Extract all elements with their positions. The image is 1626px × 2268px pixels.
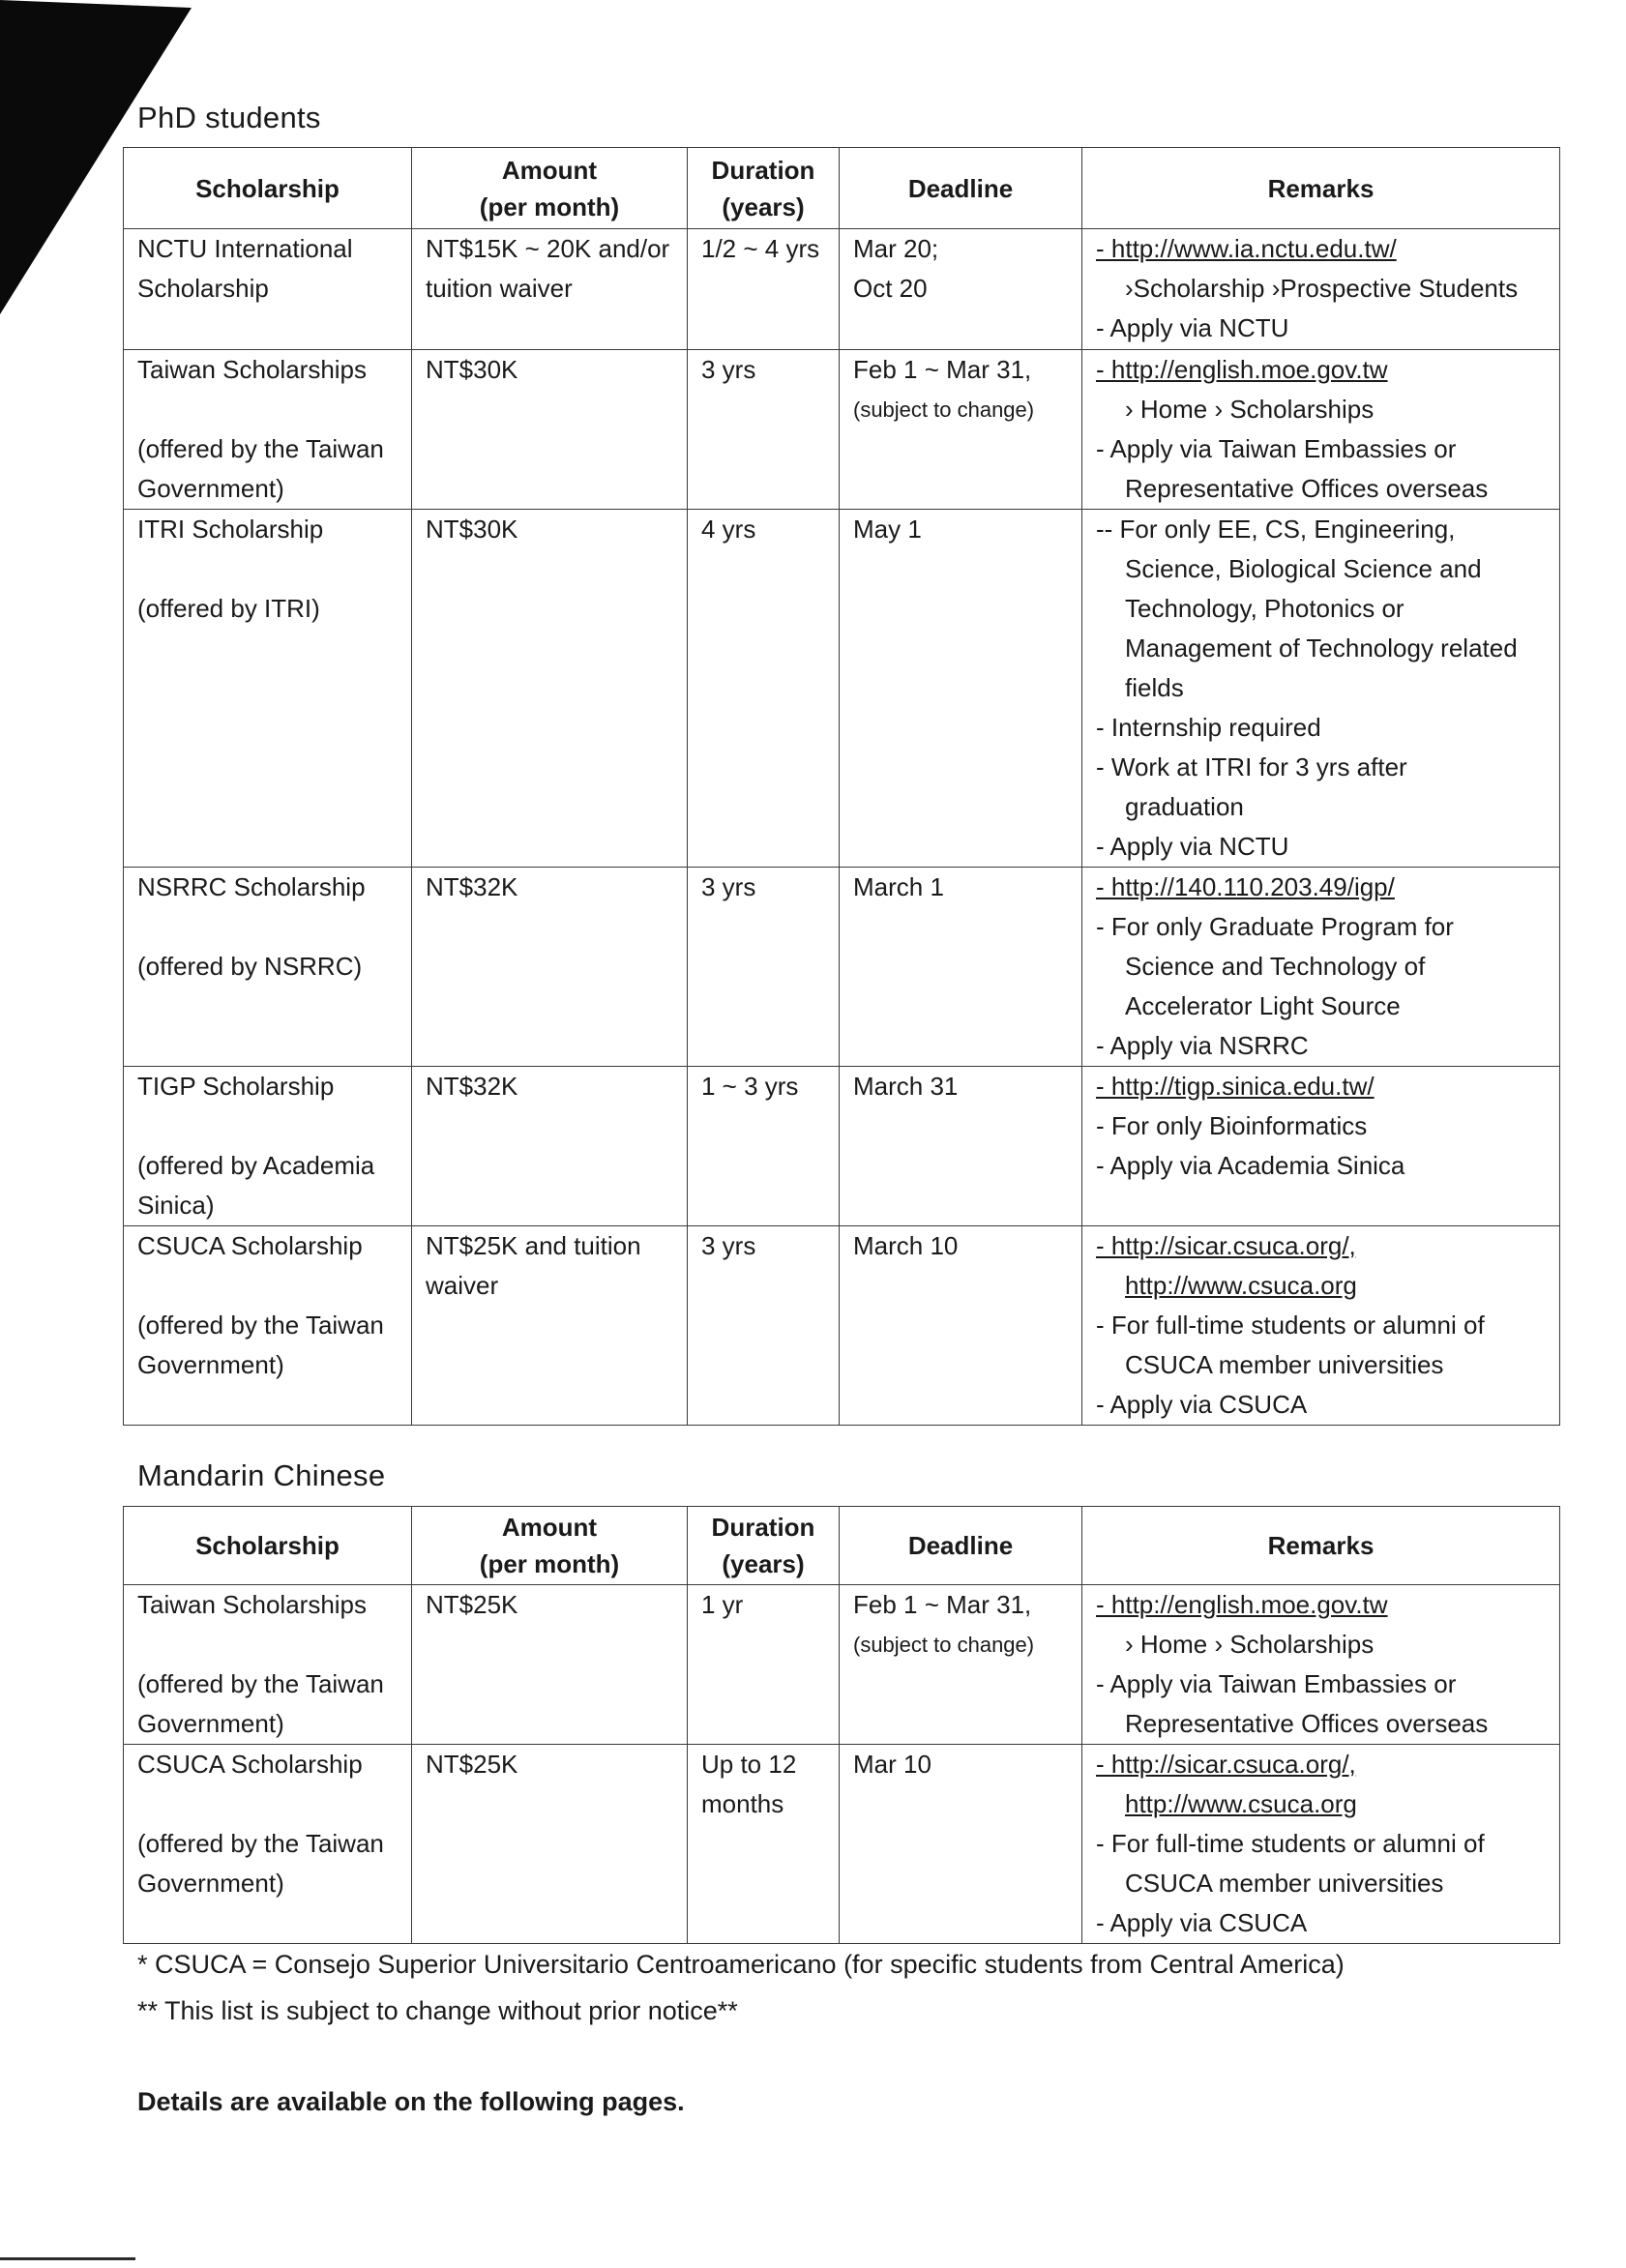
- table-row: [124, 510, 1560, 868]
- header-deadline-text: Deadline: [907, 1531, 1014, 1560]
- scholarship-offered-by: Sinica): [137, 1191, 215, 1220]
- remarks-cell: [1082, 510, 1560, 868]
- header-deadline: [840, 1507, 1082, 1585]
- remark-line: graduation: [1125, 792, 1244, 821]
- table-row: [124, 1067, 1560, 1226]
- remarks-cell: [1082, 229, 1560, 350]
- details-note: Details are available on the following pages.: [137, 2087, 685, 2116]
- header-duration: [688, 1507, 840, 1585]
- phd-scholarship-table: [123, 147, 1560, 1426]
- scholarship-name: Taiwan Scholarships: [137, 1590, 368, 1619]
- remark-line: - Work at ITRI for 3 yrs after: [1096, 752, 1407, 781]
- table-row: [124, 1745, 1560, 1944]
- header-remarks-text: Remarks: [1267, 173, 1375, 203]
- table-row: [124, 350, 1560, 510]
- header-row: [124, 1507, 1560, 1585]
- amount-text: NT$25K: [426, 1590, 518, 1619]
- remark-link: - http://140.110.203.49/igp/: [1096, 872, 1395, 901]
- header-deadline-text: Deadline: [907, 173, 1014, 203]
- deadline-cell: [840, 1745, 1082, 1944]
- deadline-cell: [840, 350, 1082, 510]
- duration-text: 1 yr: [701, 1590, 744, 1619]
- header-amount-line: (per month): [479, 1549, 620, 1578]
- header-row: [124, 148, 1560, 229]
- deadline-text: Mar 10: [853, 1750, 931, 1779]
- remark-line: Representative Offices overseas: [1125, 1709, 1489, 1738]
- scholarship-cell: [124, 350, 412, 510]
- deadline-note: (subject to change): [853, 1633, 1035, 1657]
- deadline-text: May 1: [853, 515, 922, 544]
- remark-line: CSUCA member universities: [1125, 1869, 1444, 1898]
- mandarin-section-title: Mandarin Chinese: [137, 1458, 386, 1492]
- scholarship-cell: [124, 1745, 412, 1944]
- remark-line: › Home › Scholarships: [1125, 1630, 1375, 1659]
- scholarship-offered-by: (offered by the Taiwan: [137, 1669, 384, 1698]
- footnote-csuca: * CSUCA = Consejo Superior Universitario Centroamericano (for specific students from Central America): [137, 1950, 1345, 1979]
- amount-text: waiver: [426, 1271, 499, 1300]
- scholarship-name: ITRI Scholarship: [137, 515, 324, 544]
- header-remarks: [1082, 148, 1560, 229]
- remark-line: - Apply via NCTU: [1096, 313, 1289, 342]
- deadline-text: Oct 20: [853, 274, 928, 303]
- amount-cell: [412, 1226, 688, 1426]
- spacer: [137, 1106, 403, 1146]
- scholarship-cell: [124, 510, 412, 868]
- header-duration: [688, 148, 840, 229]
- table-row: [124, 229, 1560, 350]
- duration-cell: [688, 229, 840, 350]
- phd-section-title: PhD students: [137, 101, 321, 134]
- remark-line: Science, Biological Science and: [1125, 554, 1482, 583]
- amount-cell: [412, 1745, 688, 1944]
- scholarship-offered-by: Government): [137, 1709, 284, 1738]
- remark-line: CSUCA member universities: [1125, 1350, 1444, 1379]
- header-amount: [412, 1507, 688, 1585]
- footnote-subject-to-change: ** This list is subject to change without prior notice**: [137, 1996, 738, 2025]
- header-amount-line: Amount: [501, 155, 598, 185]
- scholarship-cell: [124, 1226, 412, 1426]
- scholarship-offered-by: Government): [137, 1350, 284, 1379]
- remark-line: - Internship required: [1096, 713, 1321, 742]
- header-duration-line: Duration: [711, 1513, 815, 1542]
- duration-text: months: [701, 1789, 784, 1818]
- remarks-cell: [1082, 1226, 1560, 1426]
- scholarship-name: CSUCA Scholarship: [137, 1231, 363, 1260]
- spacer: [137, 907, 403, 947]
- header-remarks-text: Remarks: [1267, 1531, 1375, 1560]
- header-amount-line: Amount: [501, 1513, 598, 1542]
- amount-text: tuition waiver: [426, 274, 573, 303]
- spacer: [137, 1266, 403, 1306]
- duration-text: 3 yrs: [701, 872, 756, 901]
- deadline-cell: [840, 1067, 1082, 1226]
- duration-cell: [688, 350, 840, 510]
- scholarship-name: Taiwan Scholarships: [137, 355, 368, 384]
- amount-text: NT$32K: [426, 872, 518, 901]
- amount-cell: [412, 868, 688, 1067]
- duration-text: 3 yrs: [701, 355, 756, 384]
- scholarship-offered-by: (offered by the Taiwan: [137, 1829, 384, 1858]
- scholarship-cell: [124, 1067, 412, 1226]
- remark-line: Technology, Photonics or: [1125, 594, 1404, 623]
- scholarship-offered-by: Government): [137, 1869, 284, 1898]
- remark-line: ›Scholarship ›Prospective Students: [1125, 274, 1519, 303]
- remark-link: - http://tigp.sinica.edu.tw/: [1096, 1072, 1375, 1101]
- amount-cell: [412, 1585, 688, 1745]
- spacer: [137, 1784, 403, 1824]
- scan-bottom-mark: [0, 2257, 135, 2260]
- amount-text: NT$32K: [426, 1072, 518, 1101]
- remark-line: Representative Offices overseas: [1125, 474, 1489, 503]
- table-row: [124, 868, 1560, 1067]
- scholarship-cell: [124, 868, 412, 1067]
- duration-cell: [688, 1226, 840, 1426]
- remark-line: Science and Technology of: [1125, 952, 1426, 981]
- header-deadline: [840, 148, 1082, 229]
- scholarship-offered-by: (offered by the Taiwan: [137, 434, 384, 463]
- remark-line: Accelerator Light Source: [1125, 991, 1401, 1020]
- remark-link: - http://english.moe.gov.tw: [1096, 355, 1388, 384]
- remark-line: - Apply via Taiwan Embassies or: [1096, 1669, 1457, 1698]
- deadline-text: March 1: [853, 872, 944, 901]
- remarks-cell: [1082, 1745, 1560, 1944]
- duration-text: 3 yrs: [701, 1231, 756, 1260]
- scholarship-cell: [124, 229, 412, 350]
- remark-link: http://www.csuca.org: [1125, 1271, 1357, 1300]
- duration-text: 1/2 ~ 4 yrs: [701, 234, 820, 263]
- remark-line: - Apply via CSUCA: [1096, 1908, 1308, 1937]
- remark-link: - http://sicar.csuca.org/,: [1096, 1231, 1356, 1260]
- header-scholarship-text: Scholarship: [195, 173, 340, 203]
- scholarship-offered-by: (offered by ITRI): [137, 594, 320, 623]
- amount-cell: [412, 510, 688, 868]
- amount-text: NT$15K ~ 20K and/or: [426, 234, 670, 263]
- header-scholarship: [124, 148, 412, 229]
- remark-line: - Apply via NSRRC: [1096, 1031, 1309, 1060]
- amount-text: NT$30K: [426, 515, 518, 544]
- remarks-cell: [1082, 868, 1560, 1067]
- scholarship-offered-by: Government): [137, 474, 284, 503]
- duration-cell: [688, 1067, 840, 1226]
- remarks-cell: [1082, 350, 1560, 510]
- scholarship-cell: [124, 1585, 412, 1745]
- header-duration-line: (years): [722, 1549, 805, 1578]
- deadline-cell: [840, 229, 1082, 350]
- remark-line: - Apply via Taiwan Embassies or: [1096, 434, 1457, 463]
- mandarin-scholarship-table: [123, 1506, 1560, 1944]
- duration-cell: [688, 1585, 840, 1745]
- header-duration-line: (years): [722, 191, 805, 221]
- header-duration-line: Duration: [711, 155, 815, 185]
- remark-line: fields: [1125, 673, 1184, 702]
- spacer: [137, 1625, 403, 1664]
- deadline-text: Feb 1 ~ Mar 31,: [853, 355, 1032, 384]
- scholarship-name: TIGP Scholarship: [137, 1072, 335, 1101]
- remark-line: - For only Bioinformatics: [1096, 1111, 1368, 1140]
- duration-text: Up to 12: [701, 1750, 797, 1779]
- remark-link: http://www.csuca.org: [1125, 1789, 1357, 1818]
- amount-cell: [412, 229, 688, 350]
- amount-cell: [412, 1067, 688, 1226]
- deadline-text: Mar 20;: [853, 234, 939, 263]
- amount-text: NT$25K and tuition: [426, 1231, 641, 1260]
- amount-cell: [412, 350, 688, 510]
- remark-link: - http://www.ia.nctu.edu.tw/: [1096, 234, 1397, 263]
- scholarship-offered-by: (offered by NSRRC): [137, 952, 363, 981]
- table-row: [124, 1585, 1560, 1745]
- deadline-cell: [840, 1226, 1082, 1426]
- deadline-cell: [840, 1585, 1082, 1745]
- scholarship-offered-by: (offered by the Taiwan: [137, 1311, 384, 1340]
- header-scholarship: [124, 1507, 412, 1585]
- scholarship-name: NSRRC Scholarship: [137, 872, 366, 901]
- deadline-text: March 10: [853, 1231, 959, 1260]
- deadline-note: (subject to change): [853, 398, 1035, 422]
- spacer: [137, 549, 403, 589]
- remark-line: - For full-time students or alumni of: [1096, 1311, 1485, 1340]
- scholarship-name: Scholarship: [137, 274, 269, 303]
- duration-cell: [688, 868, 840, 1067]
- deadline-cell: [840, 868, 1082, 1067]
- remark-line: - For full-time students or alumni of: [1096, 1829, 1485, 1858]
- duration-text: 1 ~ 3 yrs: [701, 1072, 799, 1101]
- spacer: [137, 390, 403, 429]
- amount-text: NT$30K: [426, 355, 518, 384]
- scholarship-name: NCTU International: [137, 234, 353, 263]
- remark-line: - For only Graduate Program for: [1096, 912, 1454, 941]
- remark-line: - Apply via Academia Sinica: [1096, 1151, 1405, 1180]
- duration-cell: [688, 510, 840, 868]
- remark-link: - http://sicar.csuca.org/,: [1096, 1750, 1356, 1779]
- duration-text: 4 yrs: [701, 515, 756, 544]
- header-amount-line: (per month): [479, 191, 620, 221]
- remark-line: Management of Technology related: [1125, 633, 1518, 663]
- deadline-text: Feb 1 ~ Mar 31,: [853, 1590, 1032, 1619]
- amount-text: NT$25K: [426, 1750, 518, 1779]
- header-scholarship-text: Scholarship: [195, 1531, 340, 1560]
- header-amount: [412, 148, 688, 229]
- remark-link: - http://english.moe.gov.tw: [1096, 1590, 1388, 1619]
- remark-line: - Apply via CSUCA: [1096, 1390, 1308, 1419]
- scholarship-name: CSUCA Scholarship: [137, 1750, 363, 1779]
- scholarship-offered-by: (offered by Academia: [137, 1151, 375, 1180]
- remark-line: › Home › Scholarships: [1125, 395, 1375, 424]
- deadline-cell: [840, 510, 1082, 868]
- duration-cell: [688, 1745, 840, 1944]
- remarks-cell: [1082, 1585, 1560, 1745]
- deadline-text: March 31: [853, 1072, 959, 1101]
- header-remarks: [1082, 1507, 1560, 1585]
- remark-line: - Apply via NCTU: [1096, 832, 1289, 861]
- remark-line: -- For only EE, CS, Engineering,: [1096, 515, 1456, 544]
- remarks-cell: [1082, 1067, 1560, 1226]
- table-row: [124, 1226, 1560, 1426]
